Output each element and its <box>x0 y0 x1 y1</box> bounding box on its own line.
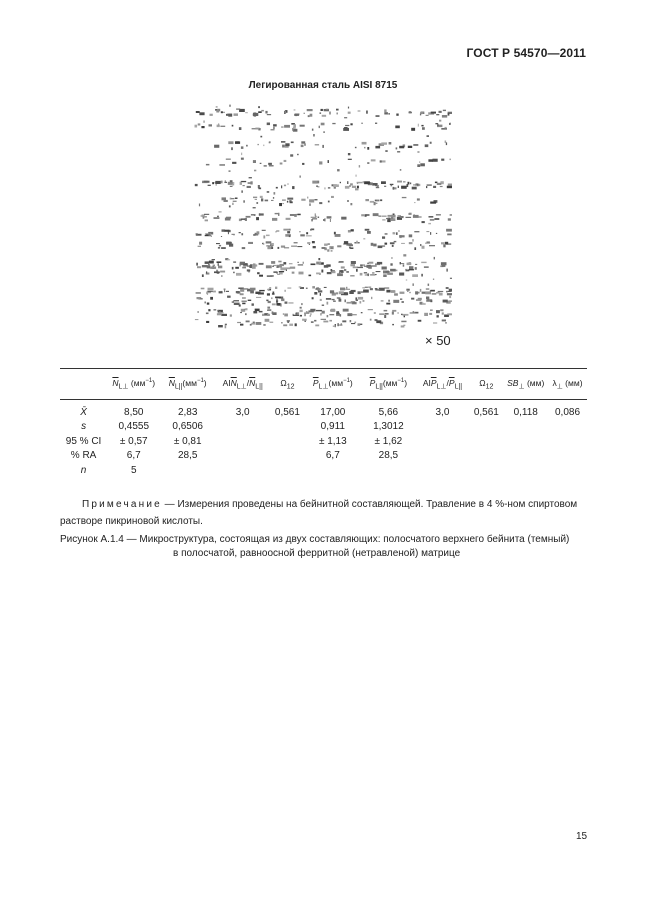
note-text: — Измерения проведены на бейнитной составляющей. Травление в 4 %-ном спиртовом растворе пикриновой кислоты. <box>60 499 578 527</box>
table-cell <box>215 463 270 478</box>
page-number: 15 <box>576 831 588 842</box>
table-cell <box>416 463 470 478</box>
table-cell: 6,7 <box>126 450 141 462</box>
table-cell: 0,118 <box>513 406 538 418</box>
table-cell <box>416 434 470 449</box>
table-row <box>60 420 587 435</box>
table-row <box>60 400 587 420</box>
table-cell <box>548 434 587 449</box>
table-cell: 8,50 <box>124 406 144 418</box>
table-header <box>60 369 107 400</box>
table-cell <box>469 463 503 478</box>
table-cell <box>160 463 215 478</box>
table-cell: 3,0 <box>435 406 450 418</box>
table-header: $\Omega_{12}$ <box>270 369 304 400</box>
table-cell: 2,83 <box>177 406 198 418</box>
table-cell: ± 0,57 <box>119 435 148 447</box>
micrograph-image <box>194 104 452 329</box>
table-cell <box>503 463 548 478</box>
table-cell <box>215 420 270 435</box>
caption-line-2: в полосчатой, равноосной ферритной (нетравленой) матрице <box>173 548 461 559</box>
table-cell <box>548 449 587 464</box>
table-header: $AI\overline{N}_{L\perp}/\overline{N}_{L||}$ <box>215 369 270 400</box>
table-cell <box>548 463 587 478</box>
row-label: s <box>81 421 87 433</box>
table-cell <box>416 449 470 464</box>
table-header: $\overline{N}_{L||}(мм^{-1})$ <box>160 369 215 400</box>
table-cell <box>503 449 548 464</box>
table-header: $\lambda_\perp$ (мм) <box>548 369 587 400</box>
note-paragraph <box>60 496 588 530</box>
table-cell: 0,6506 <box>172 421 203 433</box>
table-cell <box>361 463 416 478</box>
caption-line-1: Рисунок А.1.4 — Микроструктура, состоящая из двух составляющих: полосчатого верхнего бейнита (темный) <box>60 534 570 545</box>
table-cell <box>416 420 470 435</box>
table-cell <box>469 434 503 449</box>
table-cell: ± 1,62 <box>374 435 403 447</box>
figure-caption <box>60 533 588 561</box>
table-cell: 5 <box>130 464 137 476</box>
table-cell: ± 0,81 <box>173 435 202 447</box>
table-cell <box>305 463 362 478</box>
table-cell: 1,3012 <box>373 421 404 433</box>
table-cell <box>270 449 304 464</box>
table-cell <box>270 463 304 478</box>
table-cell: 17,00 <box>320 406 346 418</box>
table-row <box>60 463 587 478</box>
row-label: 95 % CI <box>65 435 102 447</box>
table-cell: ± 1,13 <box>318 435 347 447</box>
table-header-row <box>60 369 587 400</box>
table-header: $\overline{P}_{L||}(мм^{-1})$ <box>361 369 416 400</box>
table-cell <box>503 420 548 435</box>
table-cell: 28,5 <box>378 450 399 462</box>
table-cell: 0,561 <box>473 406 499 418</box>
figure-title: Легированная сталь AISI 8715 <box>248 80 398 91</box>
table-header: $\overline{N}_{L\perp}$ $(мм^{-1})$ <box>107 369 160 400</box>
document-code: ГОСТ Р 54570—2011 <box>466 46 586 60</box>
table-cell <box>215 449 270 464</box>
table-cell <box>469 420 503 435</box>
table-header: $AI\overline{P}_{L\perp}/\overline{P}_{L||}$ <box>416 369 470 400</box>
table-cell: 6,7 <box>325 450 340 462</box>
table-header: $SB_\perp$ (мм) <box>503 369 548 400</box>
table-row <box>60 449 587 464</box>
row-label: % RA <box>70 450 97 462</box>
table-cell: 0,4555 <box>118 421 150 433</box>
table-cell <box>469 449 503 464</box>
table-cell <box>270 420 304 435</box>
row-label: n <box>80 464 87 476</box>
note-label: Примечание <box>82 499 162 510</box>
table-cell: 0,911 <box>320 421 345 433</box>
table-row <box>60 434 587 449</box>
row-label: X̄ <box>80 406 87 418</box>
table-cell: 3,0 <box>235 406 250 418</box>
table-cell: 28,5 <box>177 450 198 462</box>
table-cell: 0,086 <box>554 406 581 418</box>
magnification-label: × 50 <box>425 333 451 348</box>
table-cell <box>548 420 587 435</box>
statistics-table <box>60 368 587 478</box>
table-cell: 0,561 <box>274 406 300 418</box>
table-header: $\overline{P}_{L\perp}(мм^{-1})$ <box>305 369 362 400</box>
table-cell <box>270 434 304 449</box>
table-cell <box>215 434 270 449</box>
table-header: $\Omega_{12}$ <box>469 369 503 400</box>
table-cell <box>503 434 548 449</box>
table-cell: 5,66 <box>378 406 399 418</box>
